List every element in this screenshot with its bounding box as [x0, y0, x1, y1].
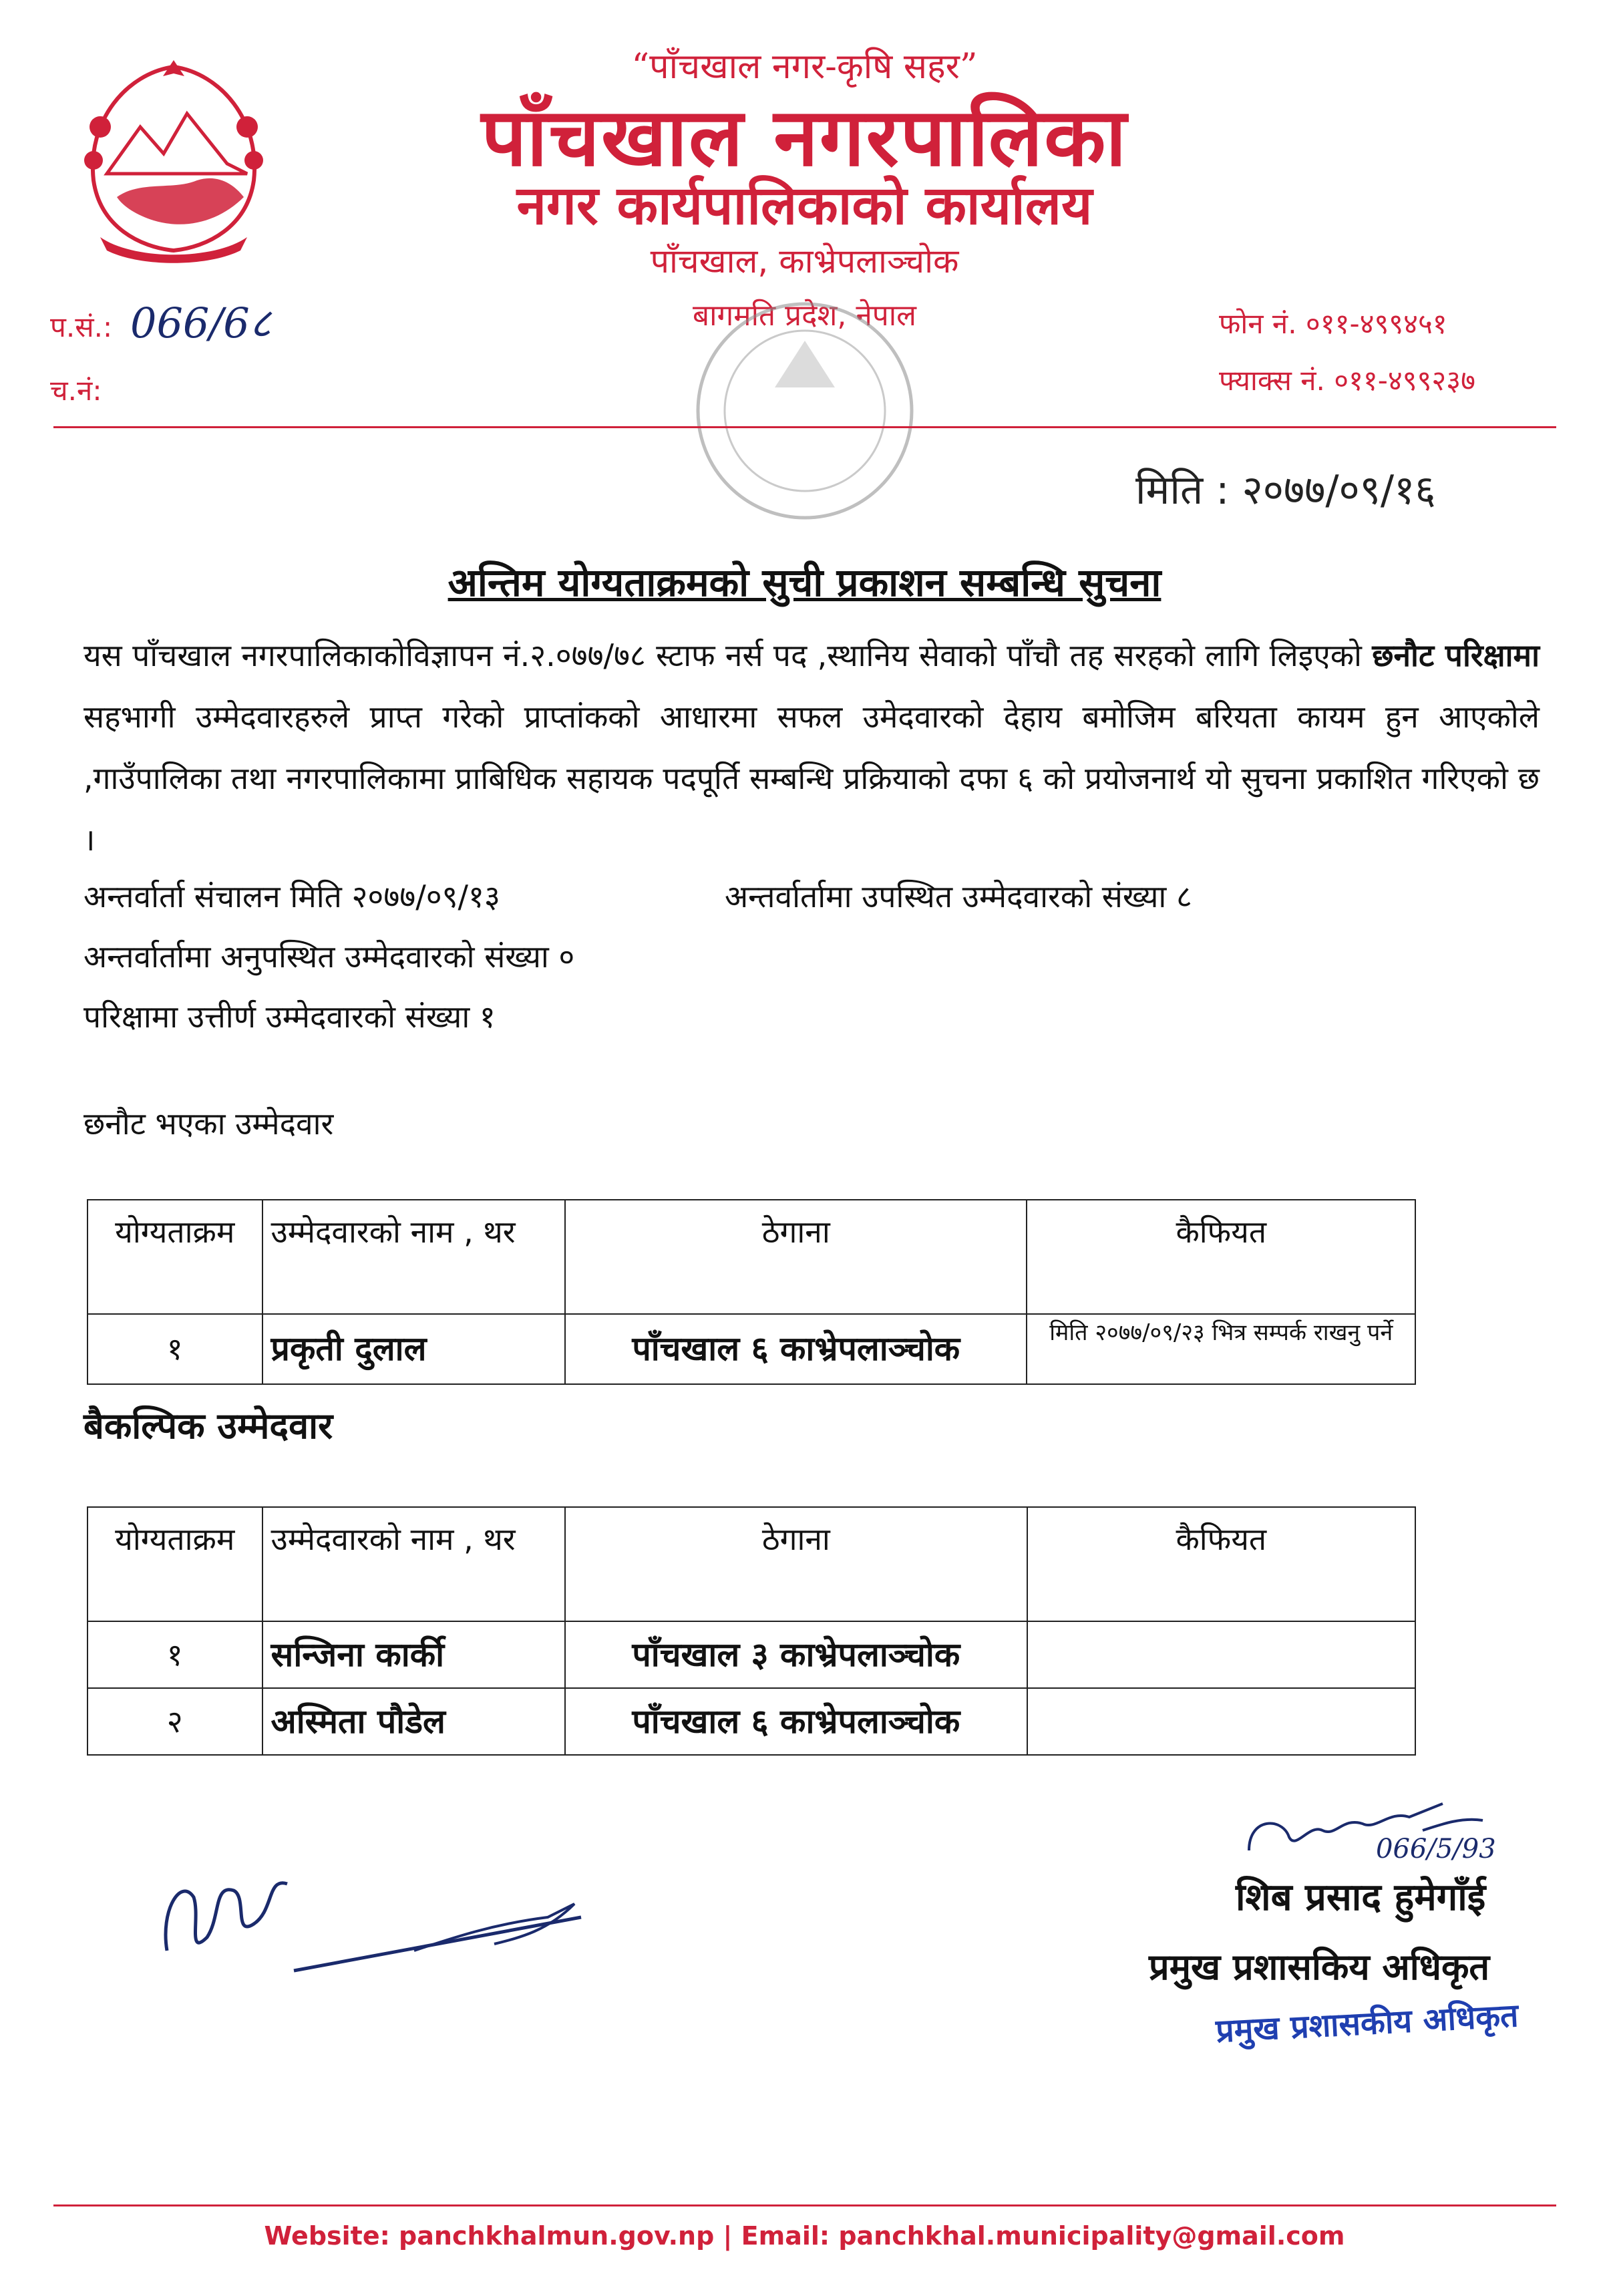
phone-number: फोन नं. ०११-४९९४५१ [1219, 307, 1447, 340]
passed-count: परिक्षामा उत्तीर्ण उम्मेदवारको संख्या १ [83, 999, 496, 1035]
motto: “पाँचखाल नगर-कृषि सहर” [631, 47, 978, 87]
cell-name: सन्जिना कार्की [262, 1621, 566, 1688]
body-text-2: सहभागी उम्मेदवारहरुले प्राप्त गरेको प्राप्तांकको आधारमा सफल उमेदवारको देहाय बमोजिम बरियता कायम हुन आएकोले ,गाउँपालिका तथा नगरपालिकामा प्राबिधिक सहायक पदपूर्ति सम्बन्धि प्रक्रियाको दफा ६ को प्रयोजनार्थ यो सुचना प्रकाशित गरिएको छ । [83, 699, 1540, 858]
col-remark: कैफियत [1027, 1200, 1415, 1314]
office-seal-icon [655, 287, 955, 534]
issue-date: मिति : २०७७/०९/१६ [1135, 467, 1436, 514]
footer-divider [53, 2204, 1556, 2206]
header-divider [53, 426, 1556, 428]
cell-rank: २ [87, 1688, 262, 1755]
municipality-name: पाँचखाल नगरपालिका [481, 92, 1128, 184]
signatory-name: शिब प्रसाद हुमेगाँई [1236, 1876, 1486, 1919]
present-count: अन्तर्वार्तामा उपस्थित उम्मेदवारको संख्या ८ [725, 878, 1192, 915]
footer-contact: Website: panchkhalmun.gov.np | Email: panchkhal.municipality@gmail.com [264, 2221, 1345, 2251]
notice-subject: अन्तिम योग्यताक्रमको सुची प्रकाशन सम्बन्धि सुचना [448, 560, 1161, 605]
col-name: उम्मेदवारको नाम , थर [262, 1507, 566, 1621]
selected-heading: छनौट भएका उम्मेदवार [83, 1106, 334, 1142]
signatory-post: प्रमुख प्रशासकिय अधिकृत [1149, 1946, 1490, 1988]
body-text-1: यस पाँचखाल नगरपालिकाकोविज्ञापन नं.२.०७७/७८ स्टाफ नर्स पद ,स्थानिय सेवाको पाँचौ तह सरहको लागि लिइएको [83, 637, 1362, 673]
table-row [87, 1314, 1415, 1384]
office-name: नगर कार्यपालिकाको कार्यालय [516, 174, 1093, 236]
body-text-bold: छनौट परिक्षामा [1372, 637, 1540, 673]
cell-address: पाँचखाल ३ काभ्रेपलाञ्चोक [565, 1621, 1027, 1688]
cell-address: पाँचखाल ६ काभ्रेपलाञ्चोक [565, 1688, 1027, 1755]
fax-number: फ्याक्स नं. ०११-४९९२३७ [1219, 364, 1475, 397]
alternate-table [87, 1506, 1416, 1756]
ref-label: प.सं.: [50, 311, 113, 343]
office-province: बागमति प्रदेश, नेपाल [693, 299, 916, 333]
signature-date-note: 066/5/93 [1376, 1834, 1496, 1864]
cell-rank: १ [87, 1314, 262, 1384]
cell-rank: १ [87, 1621, 262, 1688]
cell-remark: मिति २०७७/०९/२३ भित्र सम्पर्क राखनु पर्ने [1027, 1314, 1415, 1384]
office-address: पाँचखाल, काभ्रेपलाञ्चोक [650, 242, 959, 281]
cell-address: पाँचखाल ६ काभ्रेपलाञ्चोक [565, 1314, 1027, 1384]
col-rank: योग्यताक्रम [87, 1507, 262, 1621]
col-address: ठेगाना [565, 1507, 1027, 1621]
ch-label: च.नं: [50, 374, 102, 407]
alternate-heading: बैकल्पिक उम्मेदवार [83, 1405, 333, 1447]
col-address: ठेगाना [565, 1200, 1027, 1314]
cell-name: प्रकृती दुलाल [262, 1314, 566, 1384]
col-remark: कैफियत [1027, 1507, 1415, 1621]
col-name: उम्मेदवारको नाम , थर [262, 1200, 566, 1314]
table-row [87, 1688, 1415, 1755]
cell-name: अस्मिता पौडेल [262, 1688, 566, 1755]
ref-value: 066/6८ [130, 299, 271, 347]
interview-date: अन्तर्वार्ता संचालन मिति २०७७/०९/१३ [83, 878, 500, 915]
selected-table [87, 1199, 1416, 1385]
table-header-row [87, 1200, 1415, 1314]
table-header-row [87, 1507, 1415, 1621]
cell-remark [1027, 1688, 1415, 1755]
notice-body [83, 625, 1540, 870]
absent-count: अन्तर्वार्तामा अनुपस्थित उम्मेदवारको संख्या ० [83, 939, 575, 975]
table-row [87, 1621, 1415, 1688]
cell-remark [1027, 1621, 1415, 1688]
col-rank: योग्यताक्रम [87, 1200, 262, 1314]
post-stamp: प्रमुख प्रशासकीय अधिकृत [1214, 1997, 1519, 2050]
signature-left-icon [147, 1817, 614, 1991]
